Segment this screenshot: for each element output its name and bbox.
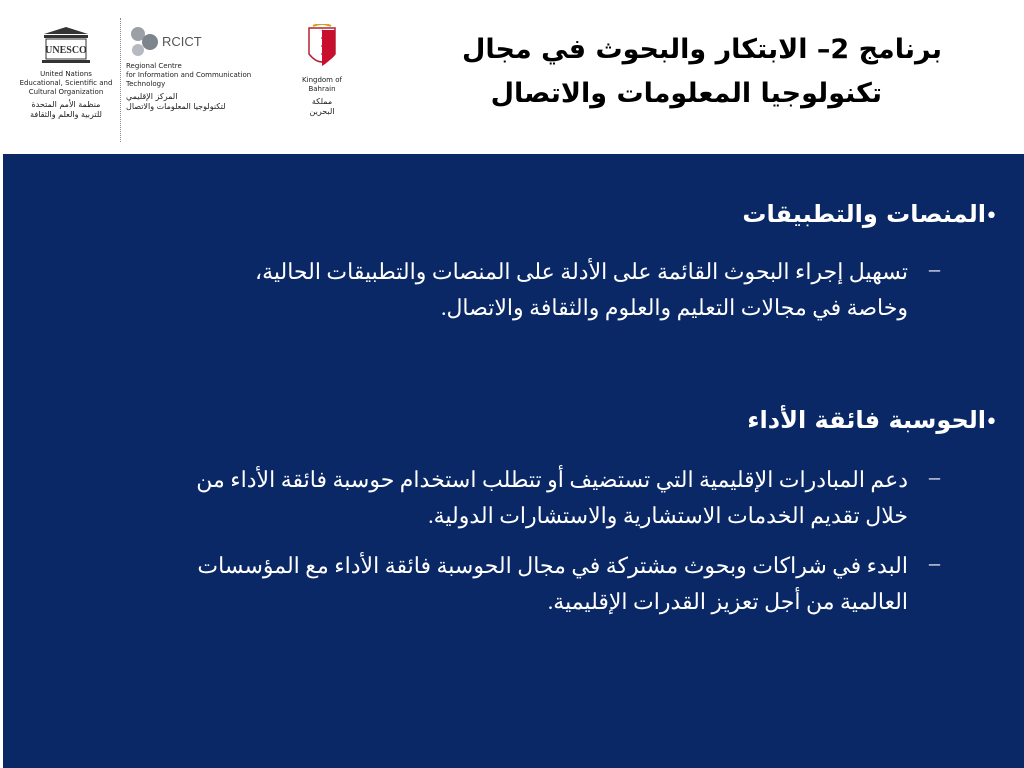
slide-header bbox=[0, 0, 1024, 152]
title-line-2: تكنولوجيا المعلومات والاتصال bbox=[490, 78, 882, 109]
rcict-english-name: Regional Centre for Information and Communication Technology bbox=[126, 62, 252, 88]
section-title: الحوسبة فائقة الأداء bbox=[747, 406, 986, 434]
sub-bullet-marker: – bbox=[929, 550, 940, 575]
logo-strip bbox=[4, 12, 354, 152]
rcict-wordmark: RCICT bbox=[162, 34, 202, 49]
page-title bbox=[342, 28, 942, 116]
sub-bullet-marker: – bbox=[929, 464, 940, 489]
sub-item: دعم المبادرات الإقليمية التي تستضيف أو تتطلب استخدام حوسبة فائقة الأداء من خلال تقديم الخدمات الاستشارية والاستشارات الدولية. bbox=[196, 467, 908, 528]
unesco-wordmark: UNESCO bbox=[45, 45, 87, 56]
section-title: المنصات والتطبيقات bbox=[742, 200, 986, 228]
sub-bullet-marker: – bbox=[929, 256, 940, 281]
bullet-marker: • bbox=[985, 204, 998, 229]
rcict-mark bbox=[124, 22, 244, 62]
logo-divider bbox=[120, 18, 121, 142]
bahrain-arabic-name: مملكة البحرين bbox=[309, 97, 335, 116]
rcict-arabic-name: المركز الإقليمي لتكنولوجيا المعلومات والاتصال bbox=[126, 92, 226, 111]
title-line-1: برنامج 2– الابتكار والبحوث في مجال bbox=[461, 34, 942, 65]
bahrain-english-name: Kingdom of Bahrain bbox=[302, 76, 342, 93]
content-panel bbox=[3, 154, 1024, 768]
sub-item: البدء في شراكات وبحوث مشتركة في مجال الحوسبة فائقة الأداء مع المؤسسات العالمية من أجل تعزيز القدرات الإقليمية. bbox=[197, 553, 908, 614]
rcict-logo bbox=[124, 22, 254, 112]
unesco-temple-icon bbox=[40, 26, 92, 66]
rcict-emblem-icon bbox=[124, 22, 164, 62]
unesco-logo bbox=[14, 22, 118, 120]
sub-item: تسهيل إجراء البحوث القائمة على الأدلة على المنصات والتطبيقات الحالية، وخاصة في مجالات التعليم والعلوم والثقافة والاتصال. bbox=[254, 259, 908, 320]
bahrain-emblem-icon bbox=[305, 24, 339, 72]
unesco-arabic-name: منظمة الأمم المتحدة للتربية والعلم والثقافة bbox=[30, 100, 102, 119]
unesco-english-name: United Nations Educational, Scientific and Cultural Organization bbox=[19, 70, 113, 96]
bullet-marker: • bbox=[985, 410, 998, 435]
